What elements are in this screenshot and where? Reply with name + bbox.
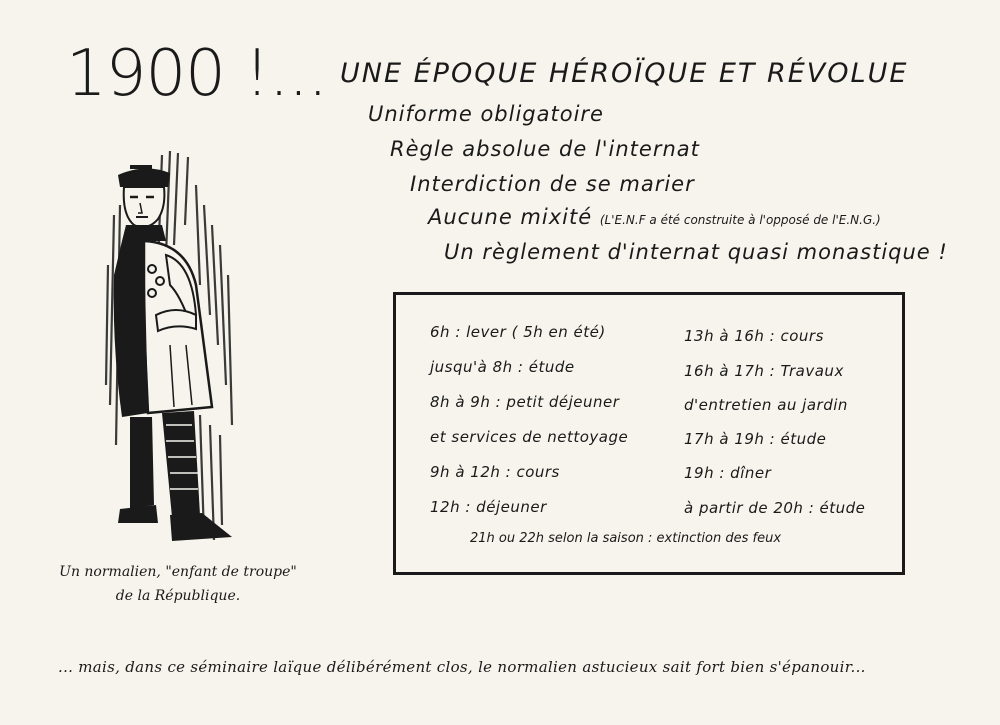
rule-item (368, 102, 604, 126)
rule-text: Interdiction de se marier (410, 172, 695, 196)
rule-item (428, 205, 881, 229)
rule-text: Uniforme obligatoire (368, 102, 604, 126)
illustration-caption (42, 560, 314, 608)
schedule-entry: 12h : déjeuner (430, 498, 547, 516)
year-title: 1900 !... (66, 37, 327, 111)
schedule-entry: à partir de 20h : étude (684, 499, 866, 517)
schedule-footer: 21h ou 22h selon la saison : extinction des feux (470, 531, 782, 546)
schedule-entry: 17h à 19h : étude (684, 430, 827, 448)
schedule-entry: et services de nettoyage (430, 428, 629, 446)
rule-item (390, 137, 700, 161)
schedule-entry: 19h : dîner (684, 464, 772, 482)
normalien-illustration-icon (100, 145, 250, 555)
caption-line: de la République. (115, 588, 241, 604)
schedule-entry: 13h à 16h : cours (684, 327, 824, 345)
schedule-entry: 16h à 17h : Travaux (684, 362, 844, 380)
rule-item (410, 172, 695, 196)
headline: UNE ÉPOQUE HÉROÏQUE ET RÉVOLUE (340, 58, 909, 89)
schedule-entry: 6h : lever ( 5h en été) (430, 323, 606, 341)
schedule-entry: jusqu'à 8h : étude (430, 358, 575, 376)
schedule-entry: 9h à 12h : cours (430, 463, 560, 481)
schedule-entry: 8h à 9h : petit déjeuner (430, 393, 620, 411)
daily-schedule-box (393, 292, 905, 575)
rule-text: Un règlement d'internat quasi monastique ! (444, 240, 948, 264)
closing-remark: ... mais, dans ce séminaire laïque délibérément clos, le normalien astucieux sait fort bien s'épanouir... (58, 658, 866, 676)
rule-text: Règle absolue de l'internat (390, 137, 700, 161)
schedule-entry: d'entretien au jardin (684, 396, 848, 414)
rule-item (444, 240, 948, 264)
rule-note: (L'E.N.F a été construite à l'opposé de l'E.N.G.) (599, 213, 881, 227)
rule-text: Aucune mixité (428, 205, 593, 229)
caption-line: Un normalien, "enfant de troupe" (59, 564, 297, 580)
